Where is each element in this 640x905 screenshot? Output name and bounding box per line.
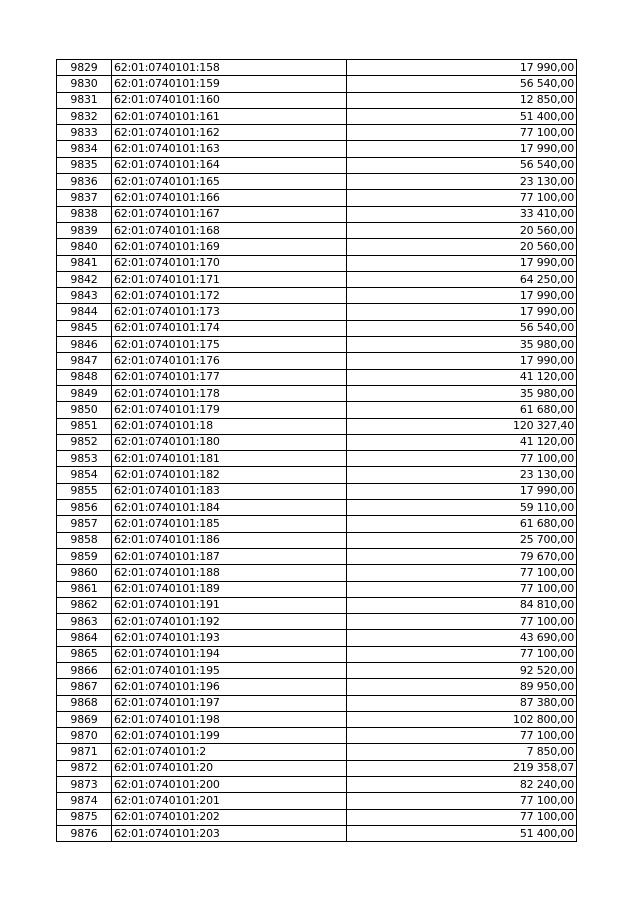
table-row (57, 174, 577, 190)
cadastral-number-cell: 62:01:0740101:202 (112, 809, 347, 825)
table-row (57, 760, 577, 776)
cadastral-value-cell: 89 950,00 (347, 679, 577, 695)
row-number-cell: 9875 (57, 809, 112, 825)
cadastral-value-cell: 17 990,00 (347, 483, 577, 499)
table-row (57, 141, 577, 157)
cadastral-value-cell: 79 670,00 (347, 548, 577, 564)
cadastral-value-cell: 219 358,07 (347, 760, 577, 776)
row-number-cell: 9857 (57, 516, 112, 532)
table-row (57, 809, 577, 825)
cadastral-value-cell: 25 700,00 (347, 532, 577, 548)
cadastral-value-cell: 77 100,00 (347, 646, 577, 662)
table-body (57, 60, 577, 842)
row-number-cell: 9853 (57, 451, 112, 467)
table-row (57, 630, 577, 646)
row-number-cell: 9832 (57, 108, 112, 124)
row-number-cell: 9837 (57, 190, 112, 206)
cadastral-value-cell: 77 100,00 (347, 190, 577, 206)
cadastral-number-cell: 62:01:0740101:194 (112, 646, 347, 662)
table-row (57, 369, 577, 385)
row-number-cell: 9855 (57, 483, 112, 499)
cadastral-number-cell: 62:01:0740101:161 (112, 108, 347, 124)
cadastral-value-cell: 87 380,00 (347, 695, 577, 711)
table-row (57, 581, 577, 597)
row-number-cell: 9876 (57, 825, 112, 841)
row-number-cell: 9856 (57, 500, 112, 516)
cadastral-number-cell: 62:01:0740101:179 (112, 402, 347, 418)
table-row (57, 597, 577, 613)
row-number-cell: 9858 (57, 532, 112, 548)
cadastral-number-cell: 62:01:0740101:174 (112, 320, 347, 336)
table-row (57, 304, 577, 320)
row-number-cell: 9862 (57, 597, 112, 613)
table-row (57, 434, 577, 450)
cadastral-value-cell: 17 990,00 (347, 141, 577, 157)
cadastral-value-cell: 77 100,00 (347, 565, 577, 581)
cadastral-value-cell: 20 560,00 (347, 222, 577, 238)
row-number-cell: 9872 (57, 760, 112, 776)
table-row (57, 239, 577, 255)
cadastral-value-cell: 82 240,00 (347, 777, 577, 793)
table-row (57, 695, 577, 711)
row-number-cell: 9846 (57, 337, 112, 353)
cadastral-value-cell: 41 120,00 (347, 369, 577, 385)
cadastral-number-cell: 62:01:0740101:159 (112, 76, 347, 92)
cadastral-number-cell: 62:01:0740101:181 (112, 451, 347, 467)
table-row (57, 565, 577, 581)
cadastral-value-cell: 77 100,00 (347, 451, 577, 467)
cadastral-number-cell: 62:01:0740101:182 (112, 467, 347, 483)
row-number-cell: 9868 (57, 695, 112, 711)
table-row (57, 451, 577, 467)
cadastral-number-cell: 62:01:0740101:195 (112, 662, 347, 678)
cadastral-number-cell: 62:01:0740101:183 (112, 483, 347, 499)
cadastral-number-cell: 62:01:0740101:163 (112, 141, 347, 157)
table-row (57, 255, 577, 271)
table-row (57, 125, 577, 141)
cadastral-number-cell: 62:01:0740101:171 (112, 271, 347, 287)
cadastral-number-cell: 62:01:0740101:172 (112, 288, 347, 304)
row-number-cell: 9870 (57, 728, 112, 744)
cadastral-value-cell: 120 327,40 (347, 418, 577, 434)
cadastral-value-cell: 17 990,00 (347, 288, 577, 304)
table-row (57, 744, 577, 760)
table-row (57, 711, 577, 727)
row-number-cell: 9849 (57, 385, 112, 401)
row-number-cell: 9869 (57, 711, 112, 727)
cadastral-number-cell: 62:01:0740101:200 (112, 777, 347, 793)
cadastral-number-cell: 62:01:0740101:166 (112, 190, 347, 206)
row-number-cell: 9861 (57, 581, 112, 597)
row-number-cell: 9863 (57, 614, 112, 630)
cadastral-number-cell: 62:01:0740101:192 (112, 614, 347, 630)
row-number-cell: 9850 (57, 402, 112, 418)
cadastral-number-cell: 62:01:0740101:162 (112, 125, 347, 141)
row-number-cell: 9838 (57, 206, 112, 222)
cadastral-value-cell: 17 990,00 (347, 60, 577, 76)
row-number-cell: 9845 (57, 320, 112, 336)
cadastral-number-cell: 62:01:0740101:199 (112, 728, 347, 744)
table-row (57, 679, 577, 695)
table-row (57, 793, 577, 809)
cadastral-value-cell: 51 400,00 (347, 108, 577, 124)
cadastral-value-cell: 77 100,00 (347, 125, 577, 141)
cadastral-value-cell: 12 850,00 (347, 92, 577, 108)
table-row (57, 385, 577, 401)
cadastral-value-cell: 41 120,00 (347, 434, 577, 450)
table-row (57, 825, 577, 841)
cadastral-number-cell: 62:01:0740101:158 (112, 60, 347, 76)
cadastral-value-cell: 23 130,00 (347, 174, 577, 190)
table-row (57, 206, 577, 222)
table-row (57, 320, 577, 336)
cadastral-number-cell: 62:01:0740101:196 (112, 679, 347, 695)
cadastral-value-cell: 84 810,00 (347, 597, 577, 613)
row-number-cell: 9834 (57, 141, 112, 157)
cadastral-number-cell: 62:01:0740101:180 (112, 434, 347, 450)
table-row (57, 190, 577, 206)
cadastral-value-cell: 23 130,00 (347, 467, 577, 483)
table-row (57, 222, 577, 238)
row-number-cell: 9829 (57, 60, 112, 76)
row-number-cell: 9866 (57, 662, 112, 678)
row-number-cell: 9860 (57, 565, 112, 581)
cadastral-value-cell: 92 520,00 (347, 662, 577, 678)
table-row (57, 532, 577, 548)
table-row (57, 60, 577, 76)
row-number-cell: 9874 (57, 793, 112, 809)
cadastral-value-cell: 77 100,00 (347, 793, 577, 809)
table-row (57, 157, 577, 173)
cadastral-number-cell: 62:01:0740101:18 (112, 418, 347, 434)
cadastral-number-cell: 62:01:0740101:169 (112, 239, 347, 255)
row-number-cell: 9851 (57, 418, 112, 434)
table-row (57, 548, 577, 564)
table-row (57, 76, 577, 92)
cadastral-number-cell: 62:01:0740101:198 (112, 711, 347, 727)
table-row (57, 614, 577, 630)
table-row (57, 467, 577, 483)
cadastral-value-cell: 56 540,00 (347, 320, 577, 336)
cadastral-number-cell: 62:01:0740101:184 (112, 500, 347, 516)
cadastral-value-cell: 33 410,00 (347, 206, 577, 222)
table-row (57, 500, 577, 516)
cadastral-number-cell: 62:01:0740101:2 (112, 744, 347, 760)
cadastral-number-cell: 62:01:0740101:193 (112, 630, 347, 646)
row-number-cell: 9840 (57, 239, 112, 255)
table-row (57, 353, 577, 369)
cadastral-number-cell: 62:01:0740101:173 (112, 304, 347, 320)
row-number-cell: 9865 (57, 646, 112, 662)
row-number-cell: 9842 (57, 271, 112, 287)
cadastral-number-cell: 62:01:0740101:201 (112, 793, 347, 809)
row-number-cell: 9831 (57, 92, 112, 108)
cadastral-value-cell: 7 850,00 (347, 744, 577, 760)
table-row (57, 646, 577, 662)
cadastral-number-cell: 62:01:0740101:186 (112, 532, 347, 548)
cadastral-value-cell: 61 680,00 (347, 402, 577, 418)
row-number-cell: 9864 (57, 630, 112, 646)
cadastral-number-cell: 62:01:0740101:170 (112, 255, 347, 271)
row-number-cell: 9859 (57, 548, 112, 564)
row-number-cell: 9852 (57, 434, 112, 450)
table-row (57, 418, 577, 434)
cadastral-number-cell: 62:01:0740101:185 (112, 516, 347, 532)
cadastral-value-cell: 77 100,00 (347, 728, 577, 744)
row-number-cell: 9844 (57, 304, 112, 320)
table-row (57, 271, 577, 287)
cadastral-value-cell: 77 100,00 (347, 581, 577, 597)
cadastral-value-table (56, 59, 577, 842)
cadastral-value-cell: 35 980,00 (347, 385, 577, 401)
cadastral-value-cell: 56 540,00 (347, 157, 577, 173)
row-number-cell: 9854 (57, 467, 112, 483)
table-row (57, 516, 577, 532)
row-number-cell: 9836 (57, 174, 112, 190)
cadastral-number-cell: 62:01:0740101:167 (112, 206, 347, 222)
table-row (57, 728, 577, 744)
cadastral-value-cell: 43 690,00 (347, 630, 577, 646)
row-number-cell: 9835 (57, 157, 112, 173)
cadastral-value-cell: 77 100,00 (347, 614, 577, 630)
table-row (57, 92, 577, 108)
row-number-cell: 9873 (57, 777, 112, 793)
cadastral-number-cell: 62:01:0740101:203 (112, 825, 347, 841)
cadastral-number-cell: 62:01:0740101:187 (112, 548, 347, 564)
cadastral-number-cell: 62:01:0740101:175 (112, 337, 347, 353)
table-row (57, 288, 577, 304)
cadastral-number-cell: 62:01:0740101:191 (112, 597, 347, 613)
cadastral-number-cell: 62:01:0740101:197 (112, 695, 347, 711)
table-row (57, 483, 577, 499)
row-number-cell: 9848 (57, 369, 112, 385)
cadastral-number-cell: 62:01:0740101:168 (112, 222, 347, 238)
cadastral-number-cell: 62:01:0740101:178 (112, 385, 347, 401)
cadastral-value-cell: 56 540,00 (347, 76, 577, 92)
table-row (57, 777, 577, 793)
cadastral-value-cell: 35 980,00 (347, 337, 577, 353)
cadastral-number-cell: 62:01:0740101:20 (112, 760, 347, 776)
row-number-cell: 9833 (57, 125, 112, 141)
cadastral-value-cell: 20 560,00 (347, 239, 577, 255)
cadastral-number-cell: 62:01:0740101:189 (112, 581, 347, 597)
row-number-cell: 9841 (57, 255, 112, 271)
row-number-cell: 9843 (57, 288, 112, 304)
cadastral-value-cell: 59 110,00 (347, 500, 577, 516)
row-number-cell: 9830 (57, 76, 112, 92)
cadastral-value-cell: 77 100,00 (347, 809, 577, 825)
row-number-cell: 9839 (57, 222, 112, 238)
cadastral-value-cell: 17 990,00 (347, 353, 577, 369)
table-row (57, 337, 577, 353)
cadastral-number-cell: 62:01:0740101:165 (112, 174, 347, 190)
cadastral-value-cell: 64 250,00 (347, 271, 577, 287)
cadastral-value-cell: 17 990,00 (347, 255, 577, 271)
table-row (57, 108, 577, 124)
cadastral-number-cell: 62:01:0740101:176 (112, 353, 347, 369)
cadastral-number-cell: 62:01:0740101:164 (112, 157, 347, 173)
cadastral-value-cell: 61 680,00 (347, 516, 577, 532)
row-number-cell: 9871 (57, 744, 112, 760)
table-row (57, 402, 577, 418)
row-number-cell: 9867 (57, 679, 112, 695)
cadastral-number-cell: 62:01:0740101:177 (112, 369, 347, 385)
cadastral-value-cell: 17 990,00 (347, 304, 577, 320)
cadastral-number-cell: 62:01:0740101:188 (112, 565, 347, 581)
row-number-cell: 9847 (57, 353, 112, 369)
cadastral-value-cell: 51 400,00 (347, 825, 577, 841)
cadastral-value-cell: 102 800,00 (347, 711, 577, 727)
table-row (57, 662, 577, 678)
cadastral-number-cell: 62:01:0740101:160 (112, 92, 347, 108)
